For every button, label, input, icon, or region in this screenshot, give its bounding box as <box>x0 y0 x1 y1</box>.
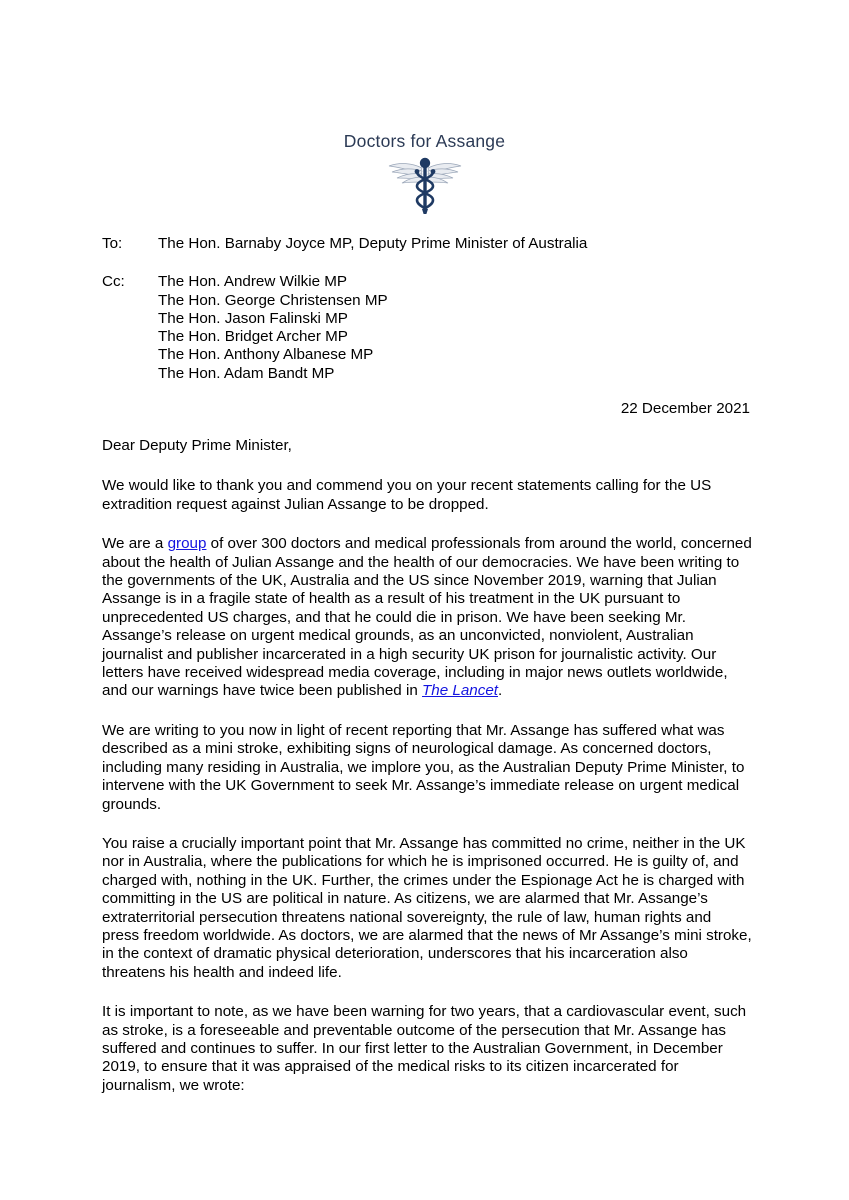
paragraph-3: We are writing to you now in light of recent reporting that Mr. Assange has suffered what was described as a mini stroke, exhibiting signs of neurological damage. As concerned doctors, including many residing in Australia, we implore you, as the Australian Deputy Prime Minister, to intervene with the UK Government to seek Mr. Assange’s immediate release on urgent medical grounds. <box>102 721 745 813</box>
cc-row <box>102 273 762 383</box>
addressing-block <box>102 235 762 383</box>
to-recipients <box>158 235 762 253</box>
cc-recipient: The Hon. Jason Falinski MP <box>158 309 348 327</box>
cc-recipient: The Hon. George Christensen MP <box>158 291 388 309</box>
the-lancet-link[interactable]: The Lancet <box>422 682 498 700</box>
caduceus-icon <box>0 154 849 216</box>
cc-recipients <box>158 273 762 383</box>
letter-date: 22 December 2021 <box>620 400 750 417</box>
cc-recipient: The Hon. Bridget Archer MP <box>158 328 348 346</box>
organization-name: Doctors for Assange <box>343 131 506 151</box>
paragraph-2-text-b: of over 300 doctors and medical professionals from around the world, concerned about the health of Julian Assange and the health of our democracies. We have been writing to the governments of the UK, Australia and the US since November 2019, warning that Julian Assange is in a fragile state of health as a result of his treatment in the UK pursuant to unprecedented US charges, and that he could die in prison. We have been seeking Mr. Assange’s release on urgent medical grounds, as an unconvicted, nonviolent, Australian journalist and publisher incarcerated in a high security UK prison for journalistic activity. Our letters have received widespread media coverage, including in major news outlets worldwide, and our warnings have twice been published in <box>102 535 752 700</box>
paragraph-2-text-c: . <box>498 682 503 700</box>
group-link[interactable]: group <box>167 535 207 553</box>
paragraph-4: You raise a crucially important point that Mr. Assange has committed no crime, neither in the UK nor in Australia, where the publications for which he is imprisoned occurred. He is guilty of, and charged with, nothing in the UK. Further, the crimes under the Espionage Act he is charged with committing in the US are political in nature. As citizens, we are alarmed that Mr. Assange’s extraterritorial persecution threatens national sovereignty, the rule of law, human rights and press freedom worldwide. As doctors, we are alarmed that the news of Mr Assange’s mini stroke, in the context of dramatic physical deterioration, underscores that his incarceration also threatens his health and indeed life. <box>102 834 752 981</box>
letter-body <box>102 437 752 1095</box>
to-label: To: <box>102 235 123 252</box>
salutation: Dear Deputy Prime Minister, <box>102 437 292 454</box>
cc-label: Cc: <box>102 273 125 291</box>
cc-recipient: The Hon. Andrew Wilkie MP <box>158 273 348 291</box>
cc-recipient: The Hon. Anthony Albanese MP <box>158 346 374 364</box>
paragraph-2-text-a: We are a <box>102 535 168 553</box>
to-recipient: The Hon. Barnaby Joyce MP, Deputy Prime Minister of Australia <box>158 235 588 252</box>
paragraph-1: We would like to thank you and commend you on your recent statements calling for the US extradition request against Julian Assange to be dropped. <box>102 477 712 513</box>
paragraph-5: It is important to note, as we have been warning for two years, that a cardiovascular event, such as stroke, is a foreseeable and preventable outcome of the persecution that Mr. Assange has suffered and continues to suffer. In our first letter to the Australian Government, in December 2019, to ensure that it was appraised of the medical risks to its citizen incarcerated for journalism, we wrote: <box>102 1003 747 1094</box>
paragraph-2 <box>102 535 752 701</box>
cc-recipient: The Hon. Adam Bandt MP <box>158 364 335 382</box>
letterhead <box>0 132 849 216</box>
to-row <box>102 235 762 253</box>
